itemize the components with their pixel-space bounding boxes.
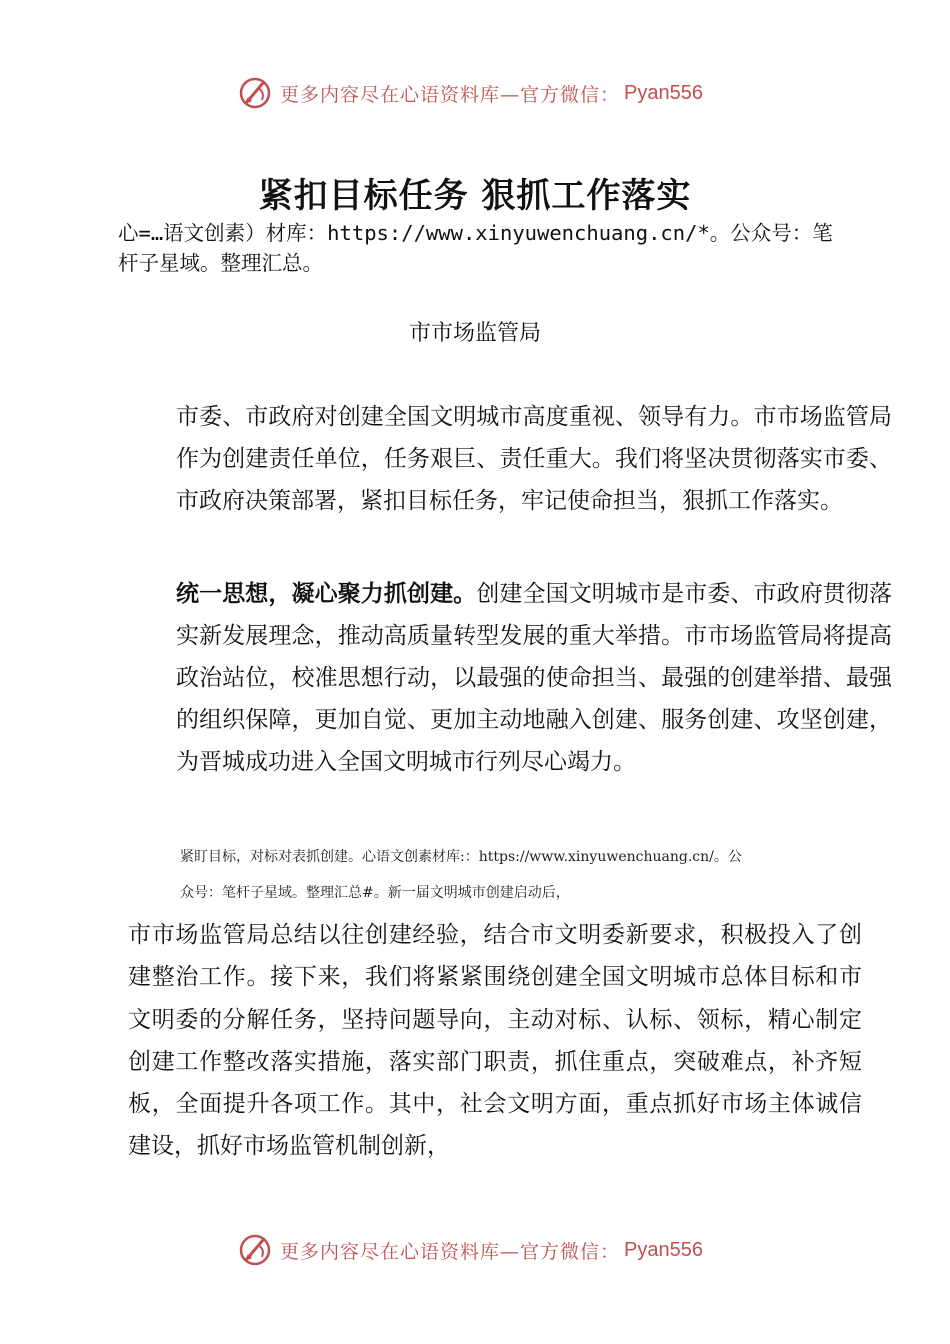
banner-wechat-id: Pyan556 <box>624 1238 703 1261</box>
paragraph-2-body: 创建全国文明城市是市委、市政府贯彻落实新发展理念，推动高质量转型发展的重大举措。市市场监管局将提高政治站位，校准思想行动，以最强的使命担当、最强的创建举措、最强的组织保障，更加自觉、更加主动地融入创建、服务创建、攻坚创建，为晋城成功进入全国文明城市行列尽心竭力。 <box>176 581 893 775</box>
banner-wechat-id: Pyan556 <box>624 81 703 104</box>
document-title: 紧扣目标任务 狠抓工作落实 <box>258 176 692 216</box>
paragraph-3: 市市场监管局总结以往创建经验，结合市文明委新要求，积极投入了创建整治工作。接下来，我们将紧紧围绕创建全国文明城市总体目标和市文明委的分解任务，坚持问题导向，主动对标、认标、领标，精心制定创建工作整改落实措施，落实部门职责，抓住重点，突破难点，补齐短板，全面提升各项工作。其中，社会文明方面，重点抓好市场主体诚信建设，抓好市场监管机制创新， <box>128 922 862 1160</box>
footer-banner <box>238 1232 738 1268</box>
source-note: 心=…语文创素）材库：https://www.xinyuwenchuang.cn/*。公众号：笔杆子星域。整理汇总。 <box>118 221 833 275</box>
paragraph-1: 市委、市政府对创建全国文明城市高度重视、领导有力。市市场监管局作为创建责任单位，任务艰巨、责任重大。我们将坚决贯彻落实市委、市政府决策部署，紧扣目标任务，牢记使命担当，狠抓工作落实。 <box>176 404 892 514</box>
banner-text: 更多内容尽在心语资料库—官方微信： <box>280 1240 621 1263</box>
small-text-line-1: 紧盯目标，对标对表抓创建。心语文创素材库:：https://www.xinyuwenchuang.cn/。公 <box>180 849 742 865</box>
banner-text: 更多内容尽在心语资料库—官方微信： <box>280 83 621 106</box>
small-text-line-2: 众号：笔杆子星域。整理汇总#。新一届文明城市创建启动后， <box>180 885 570 901</box>
brush-logo-icon <box>238 1233 272 1267</box>
paragraph-2 <box>128 573 892 783</box>
author-line: 市市场监管局 <box>408 321 541 346</box>
header-banner <box>238 75 738 111</box>
brush-logo-icon <box>238 76 272 110</box>
paragraph-2-lead: 统一思想，凝心聚力抓创建。 <box>176 581 477 607</box>
